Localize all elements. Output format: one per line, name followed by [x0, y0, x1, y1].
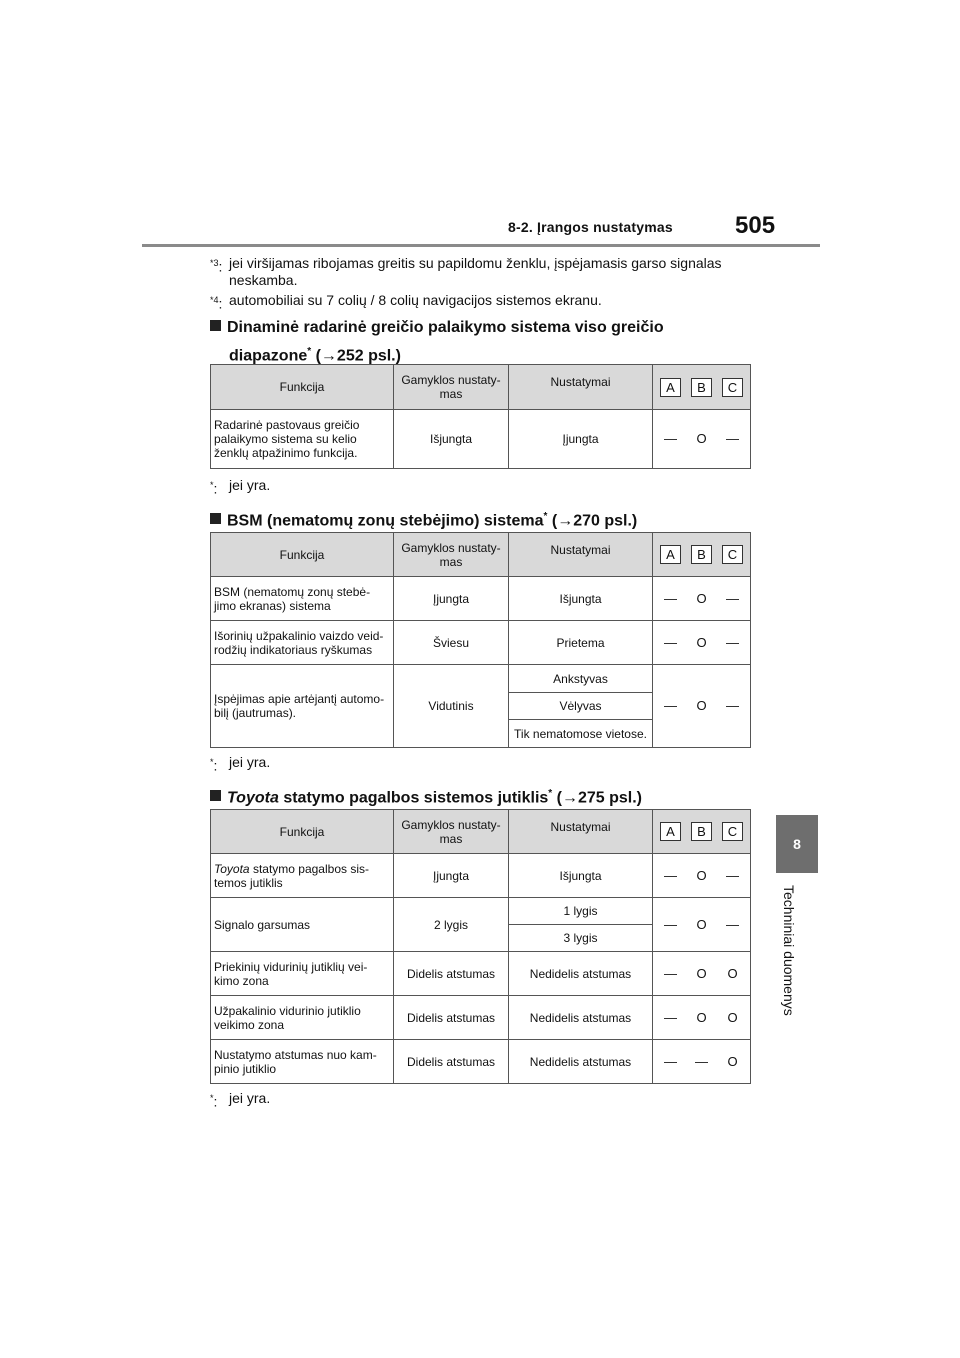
- chapter-tab: [776, 815, 818, 873]
- section3-footnote: *: jei yra.: [210, 1090, 271, 1110]
- footnote-text: automobiliai su 7 colių / 8 colių navigacijos sistemos ekranu.: [229, 292, 602, 308]
- table-row: BSM (nematomų zonų stebė-jimo ekranas) sistema Įjungta Išjungta — O —: [211, 577, 751, 621]
- table-row: Išorinių užpakalinio vaizdo veid-rodžių indikatoriaus ryškumas Šviesu Prietema — O —: [211, 621, 751, 665]
- section-title: 8-2. Įrangos nustatymas: [508, 219, 673, 235]
- col-settings: Nustatymai: [509, 365, 653, 410]
- footnote-4: $^{*4}$: automobiliai su 7 colių / 8 colių navigacijos sistemos ekranu.: [210, 292, 755, 313]
- table-row: Priekinių vidurinių jutiklių vei-kimo zona Didelis atstumas Nedidelis atstumas — O O: [211, 952, 751, 996]
- footnote-mark: *: [210, 295, 214, 305]
- section1-footnote: *: jei yra.: [210, 477, 271, 497]
- header-divider: [142, 244, 820, 247]
- footnote-3: $^{*3}$: jei viršijamas ribojamas greitis su papildomu ženklu, įspėjamasis garso signalas neskamba.: [210, 255, 755, 289]
- settings-table-radar: [210, 364, 751, 469]
- settings-table-parking: Funkcija Gamyklos nustaty-mas Nustatymai A B C Toyota statymo pagalbos sis-temos jutiklis Įjungta Išjungta — O — Signalo garsumas 2 lygis 1 lygis — O — 3 lygis Priekinių vidurinių jutiklių vei-kimo zona Didelis atstumas Nedidelis atstumas — O O Užpakalinio vidurinio jutiklio veikimo zona Didelis atstumas Nedidelis atstumas — O O Nustatymo atstumas nuo kam-pinio jutiklio Didelis atstumas Nedidelis atstumas — — O: [210, 809, 751, 1084]
- page-number: 505: [735, 212, 776, 239]
- chapter-number: 8: [793, 836, 801, 852]
- section2-footnote: *: jei yra.: [210, 754, 271, 774]
- bullet-square-icon: [210, 790, 221, 801]
- chapter-title: Techniniai duomenys: [781, 885, 797, 1016]
- footnote-mark: *: [210, 258, 214, 268]
- table-row: Įspėjimas apie artėjantį automo-bilį (jautrumas). Vidutinis Ankstyvas — O —: [211, 665, 751, 693]
- col-function: Funkcija: [211, 365, 394, 410]
- col-abc: A B C: [653, 365, 751, 410]
- table-row: Užpakalinio vidurinio jutiklio veikimo zona Didelis atstumas Nedidelis atstumas — O O: [211, 996, 751, 1040]
- settings-table-bsm: Funkcija Gamyklos nustaty-mas Nustatymai A B C BSM (nematomų zonų stebė-jimo ekranas) sistema Įjungta Išjungta — O — Išorinių užpakalinio vaizdo veid-rodžių indikatoriaus ryškumas Šviesu Prietema — O — Įspėjimas apie artėjantį automo-bilį (jautrumas). Vidutinis Ankstyvas — O — Vėlyvas Tik nematomose vietose.: [210, 532, 751, 748]
- col-factory: Gamyklos nustaty-mas: [394, 365, 509, 410]
- table-row: Nustatymo atstumas nuo kam-pinio jutiklio Didelis atstumas Nedidelis atstumas — — O: [211, 1040, 751, 1084]
- table-row: Signalo garsumas 2 lygis 1 lygis — O —: [211, 898, 751, 925]
- footnote-text: jei viršijamas ribojamas greitis su papildomu ženklu, įspėjamasis garso signalas neskamba.: [229, 255, 722, 288]
- table-row: Radarinė pastovaus greičio palaikymo sistema su kelio ženklų atpažinimo funkcija. Išjungta Įjungta — O —: [211, 410, 751, 469]
- bullet-square-icon: [210, 513, 221, 524]
- bullet-square-icon: [210, 320, 221, 331]
- section1-heading: Dinaminė radarinė greičio palaikymo sistema viso greičio diapazone* (→252 psl.): [210, 316, 755, 368]
- table-row: Toyota statymo pagalbos sis-temos jutiklis Įjungta Išjungta — O —: [211, 854, 751, 898]
- section3-heading: Toyota statymo pagalbos sistemos jutiklis* (→275 psl.): [210, 782, 755, 810]
- section2-heading: BSM (nematomų zonų stebėjimo) sistema* (→270 psl.): [210, 505, 755, 533]
